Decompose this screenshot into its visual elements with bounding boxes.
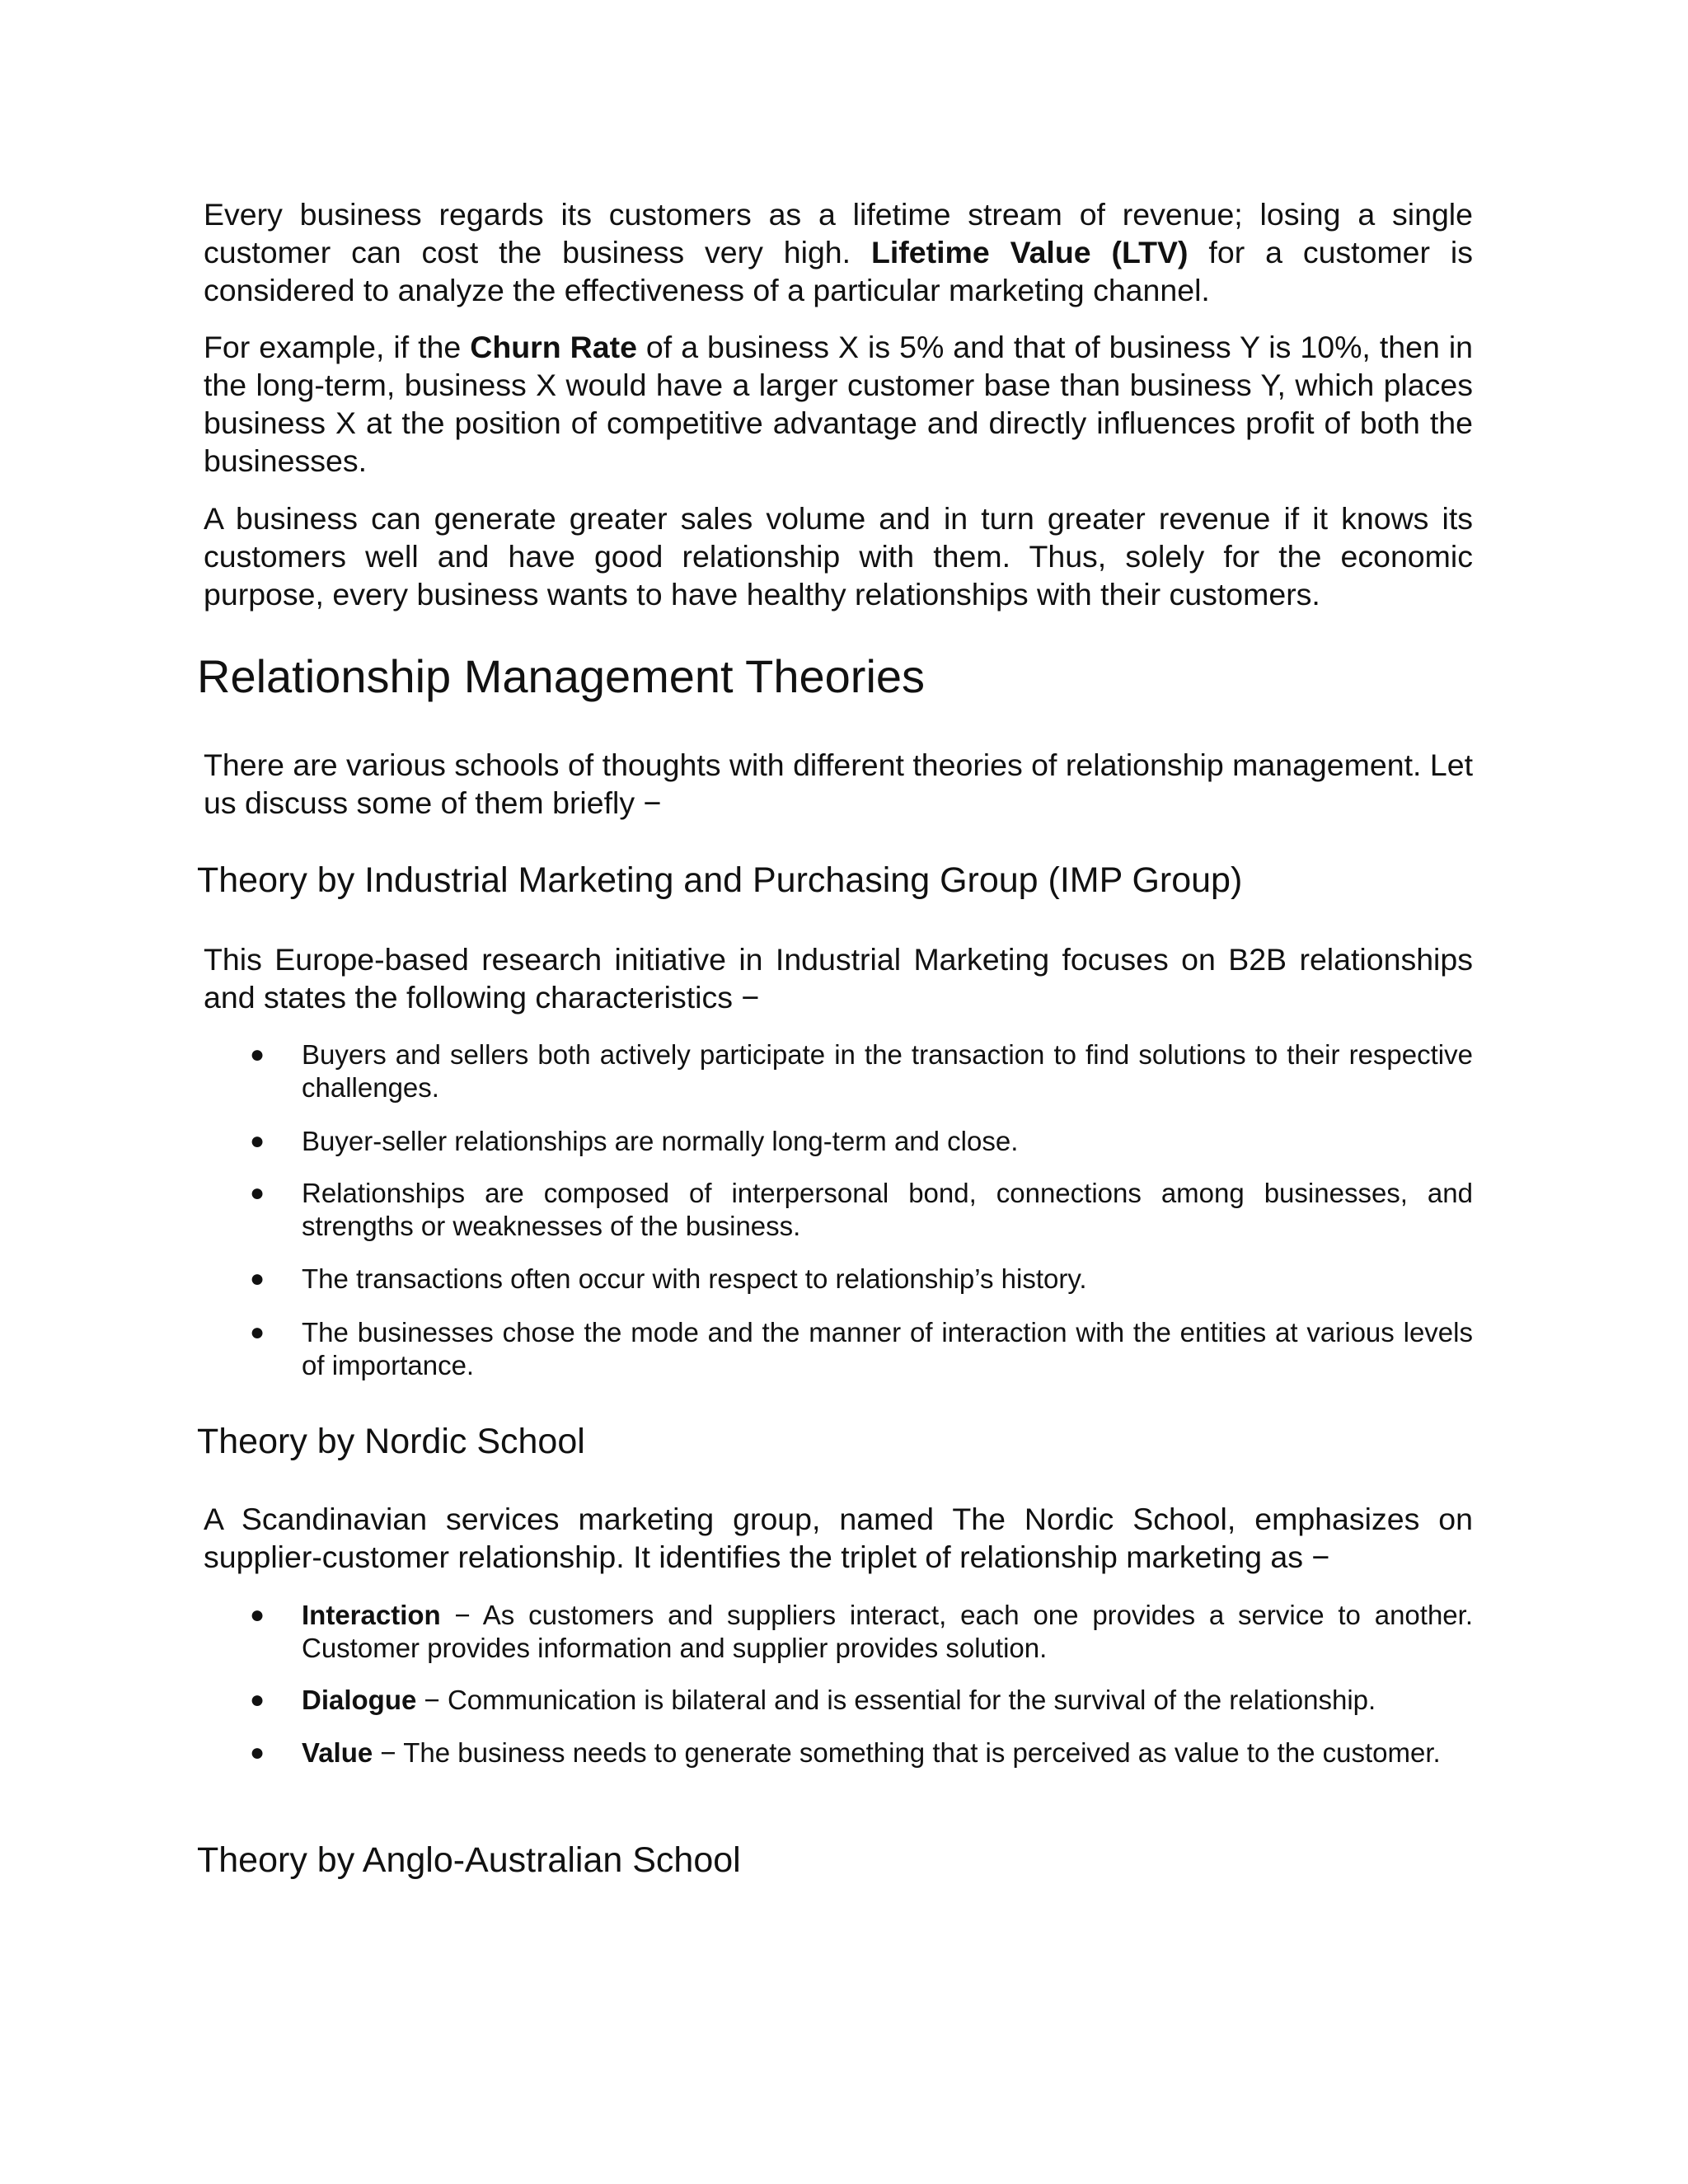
list-item bbox=[302, 1684, 1473, 1717]
intro-paragraph-ltv bbox=[204, 195, 1473, 309]
bullet-icon: ● bbox=[250, 1127, 265, 1155]
list-item-term: Interaction bbox=[302, 1600, 441, 1630]
bullet-icon: ● bbox=[250, 1265, 265, 1292]
subheading-nordic-school: Theory by Nordic School bbox=[197, 1422, 585, 1461]
list-item: The businesses chose the mode and the manner of interaction with the entities at various levels of importance. bbox=[302, 1317, 1473, 1380]
list-item-term: Dialogue bbox=[302, 1685, 417, 1715]
ltv-text-a: Every business regards its customers as a lifetime stream of revenue; losing a single customer can cost the business very high. bbox=[204, 197, 1473, 269]
theories-intro-paragraph: There are various schools of thoughts with different theories of relationship management. Let us discuss some of them briefly − bbox=[204, 748, 1473, 820]
subheading-anglo-australian-school: Theory by Anglo-Australian School bbox=[197, 1840, 741, 1880]
list-item-text: − As customers and suppliers interact, each one provides a service to another. Customer provides information and supplier provides solution. bbox=[302, 1600, 1473, 1663]
list-item bbox=[302, 1599, 1473, 1665]
list-item-text: − Communication is bilateral and is essential for the survival of the relationship. bbox=[416, 1685, 1376, 1715]
section-heading-theories: Relationship Management Theories bbox=[197, 650, 926, 702]
intro-paragraph-churn bbox=[204, 328, 1473, 480]
bullet-icon: ● bbox=[250, 1686, 265, 1713]
ltv-term: Lifetime Value (LTV) bbox=[870, 235, 1189, 269]
churn-term: Churn Rate bbox=[470, 330, 637, 364]
churn-text-c: of a business X is 5% and that of business Y is 10%, then in the long-term, business X would have a larger customer base than business Y, which places business X at the position of competitive advantage and directly influences profit of both the businesses. bbox=[204, 330, 1474, 478]
bullet-icon: ● bbox=[250, 1739, 265, 1766]
list-item: Buyer-seller relationships are normally long-term and close. bbox=[302, 1126, 1019, 1156]
ltv-text-c: for a customer is considered to analyze the effectiveness of a particular marketing channel. bbox=[204, 235, 1473, 307]
list-item: The transactions often occur with respect to relationship’s history. bbox=[302, 1263, 1087, 1294]
list-item bbox=[302, 1736, 1473, 1769]
bullet-icon: ● bbox=[250, 1041, 265, 1068]
list-item: Relationships are composed of interpersonal bond, connections among businesses, and strengths or weaknesses of the business. bbox=[302, 1178, 1473, 1241]
bullet-icon: ● bbox=[250, 1319, 265, 1346]
list-item: Buyers and sellers both actively participate in the transaction to find solutions to their respective challenges. bbox=[302, 1039, 1473, 1103]
imp-intro-paragraph: This Europe-based research initiative in Industrial Marketing focuses on B2B relationships and states the following characteristics − bbox=[204, 942, 1473, 1015]
bullet-icon: ● bbox=[250, 1179, 265, 1207]
intro-paragraph-revenue: A business can generate greater sales volume and in turn greater revenue if it knows its customers well and have good relationship with them. Thus, solely for the economic purpose, every business wants to have healthy relationships with their customers. bbox=[204, 501, 1473, 612]
churn-text-a: For example, if the bbox=[204, 330, 471, 364]
nordic-intro-paragraph: A Scandinavian services marketing group, named The Nordic School, emphasizes on supplier-customer relationship. It identifies the triplet of relationship marketing as − bbox=[204, 1502, 1473, 1574]
subheading-imp-group: Theory by Industrial Marketing and Purchasing Group (IMP Group) bbox=[197, 860, 1243, 900]
list-item-text: − The business needs to generate something that is perceived as value to the customer. bbox=[373, 1737, 1441, 1768]
list-item-term: Value bbox=[302, 1737, 373, 1768]
bullet-icon: ● bbox=[250, 1601, 265, 1629]
